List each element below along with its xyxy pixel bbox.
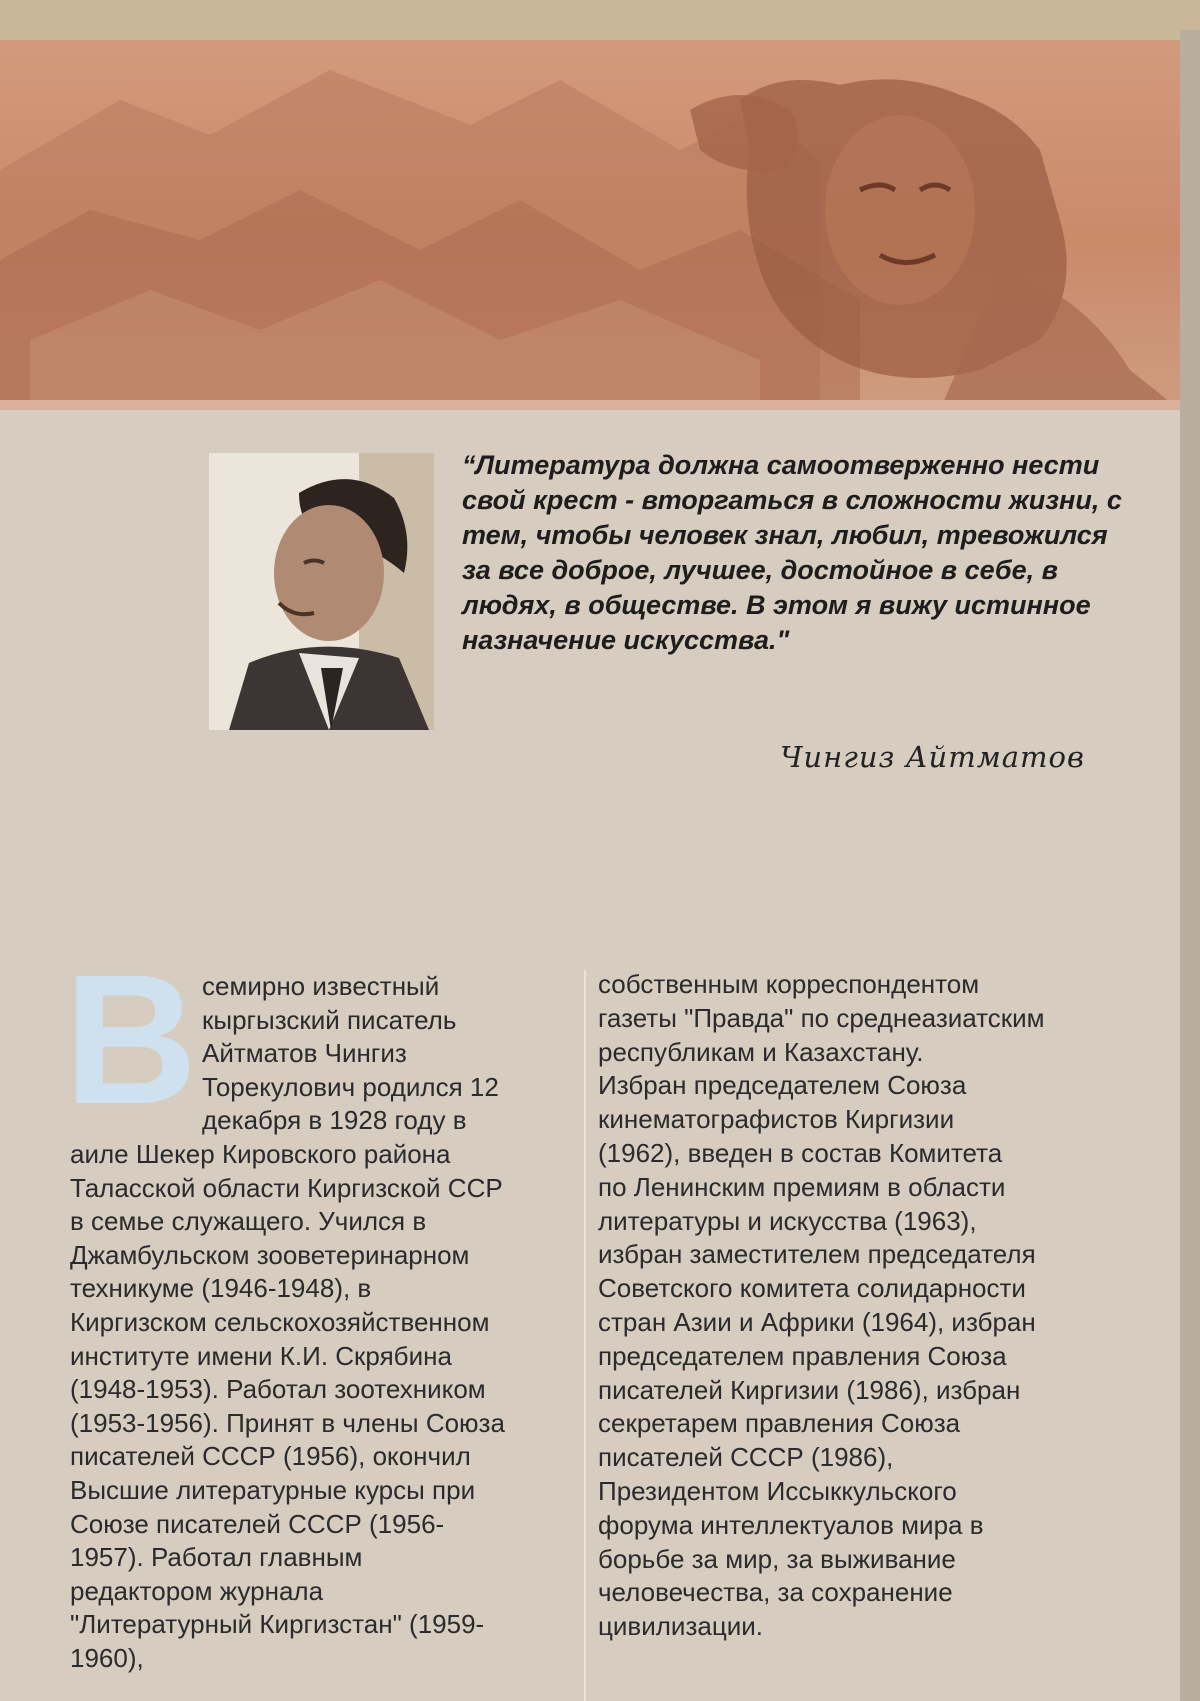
author-portrait [209,453,434,730]
page-edge [1180,30,1200,1701]
table-surface [0,0,1200,40]
bio-column-2-body: собственным корреспондентом газеты "Правда" по среднеазиатским республикам и Казахстану. Избран председателем Союза кинематографистов Киргизии (1962), введен в состав Комитета по Ленинским премиям в области литературы и искусства (1963), избран заместителем председателя Советского комитета солидарности стран Азии и Африки (1964), избран председателем правления Союза писателей Киргизии (1986), избран секретарем правления Союза писателей СССР (1986), Президентом Иссыккульского форума интеллектуалов мира в борьбе за мир, за выживание человечества, за сохранение цивилизации. [598,969,1045,1642]
column-divider [584,970,586,1701]
mountain-rider-illustration [0,40,1180,410]
drop-cap-letter: В [64,937,198,1143]
bio-column-1-body: аиле Шекер Кировского района Таласской области Киргизской ССР в семье служащего. Учился в Джамбульском зооветеринарном техникуме (1946-1948), в Киргизском сельскохозяйственном институте имени К.И. Скрябина (1948-1953). Работал зоотехником (1953-1956). Принят в члены Союза писателей СССР (1956), окончил Высшие литературные курсы при Союзе писателей СССР (1956- 1957). Работал главным редактором журнала "Литературный Киргизстан" (1959- 1960), [70,1139,505,1673]
header-photo-banner [0,40,1180,410]
author-quote: “Литература должна самоотверженно нести свой крест - вторгаться в сложности жизни, с тем, чтобы человек знал, любил, тревожился за все доброе, лучшее, достойное в себе, в людях, в обществе. В этом я вижу истинное назначение искусства." [462,450,1122,655]
bio-column-1-intro: семирно известный кыргызский писатель Айтматов Чингиз Торекулович родился 12 декабря в 1928 году в [202,971,499,1135]
book-page [0,40,1180,1701]
author-signature: Чингиз Айтматов [780,740,1085,774]
